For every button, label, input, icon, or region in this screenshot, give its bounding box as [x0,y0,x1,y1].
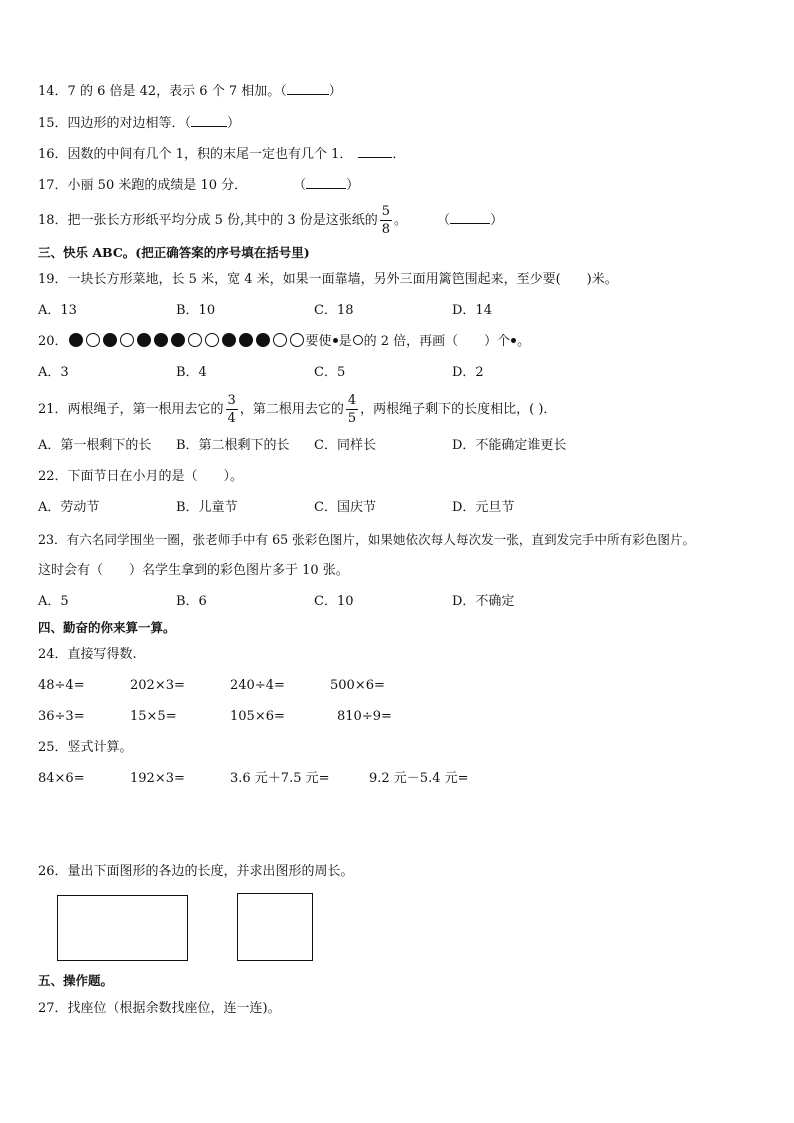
question-17: 17．小丽 50 米跑的成绩是 10 分． （ ） [38,178,360,193]
option-a[interactable]: A．第一根剩下的长 [38,438,152,453]
black-dot-icon [154,333,168,347]
question-16-text: 16．因数的中间有几个 1，积的末尾一定也有几个 1． [38,147,353,162]
option-a[interactable]: A．5 [38,594,69,609]
question-17-text: 17．小丽 50 米跑的成绩是 10 分． [38,178,248,193]
option-d[interactable]: D．不确定 [452,594,515,609]
option-b[interactable]: B．6 [176,594,207,609]
white-dot-icon [290,333,304,347]
small-black-dot-icon [333,338,338,343]
white-dot-icon [86,333,100,347]
option-a[interactable]: A．劳动节 [38,500,100,515]
black-dot-icon [69,333,83,347]
calc-item: 810÷9= [337,709,392,724]
question-18-text: 18．把一张长方形纸平均分成 5 份,其中的 3 份是这张纸的 [38,213,378,228]
option-d[interactable]: D．14 [452,303,492,318]
black-dot-icon [171,333,185,347]
option-c[interactable]: C．18 [314,303,354,318]
option-b[interactable]: B．第二根剩下的长 [176,438,290,453]
question-14-text: 14．7 的 6 倍是 42，表示 6 个 7 相加。（ [38,84,287,99]
question-20: 20． 要使 是 的 2 倍，再画（ ）个 。 [38,334,531,349]
option-c[interactable]: C．国庆节 [314,500,376,515]
calc-item: 192×3= [130,771,185,786]
option-b[interactable]: B．4 [176,365,207,380]
fraction-three-quarters: $\frac{3}{4}$ [227,393,236,426]
calc-item: 500×6= [330,678,385,693]
option-b[interactable]: B．10 [176,303,216,318]
black-dot-icon [256,333,270,347]
white-dot-icon [188,333,202,347]
calc-item: 105×6= [230,709,285,724]
option-c[interactable]: C．5 [314,365,346,380]
question-26-title: 26．量出下面图形的各边的长度，并求出图形的周长。 [38,864,354,879]
calc-item: 48÷4= [38,678,85,693]
question-14: 14．7 的 6 倍是 42，表示 6 个 7 相加。（ ） [38,84,342,99]
white-dot-icon [120,333,134,347]
small-black-dot-icon [511,338,516,343]
answer-blank-14[interactable] [287,82,329,95]
question-23-options [38,593,758,611]
black-dot-icon [103,333,117,347]
question-20-options [38,364,758,382]
question-25-title: 25．竖式计算。 [38,740,133,755]
question-22-options [38,499,758,517]
square-shape [237,893,313,961]
section-4-heading: 四、勤奋的你来算一算。 [38,620,176,635]
calc-item: 15×5= [130,709,177,724]
question-15: 15．四边形的对边相等．（ ） [38,116,241,131]
option-c[interactable]: C．同样长 [314,438,376,453]
question-15-text: 15．四边形的对边相等．（ [38,116,192,131]
small-white-circle-icon [353,335,363,345]
question-18: 18．把一张长方形纸平均分成 5 份,其中的 3 份是这张纸的 $\frac{5}{8}$ 。 （ ） [38,204,504,237]
calc-item: 84×6= [38,771,85,786]
black-dot-icon [137,333,151,347]
black-dot-icon [222,333,236,347]
option-b[interactable]: B．儿童节 [176,500,238,515]
question-27-title: 27．找座位（根据余数找座位，连一连)。 [38,1001,281,1016]
black-dot-icon [239,333,253,347]
question-23-line-2: 这时会有（ ）名学生拿到的彩色图片多于 10 张。 [38,563,349,578]
answer-blank-15[interactable] [191,114,227,127]
question-23-line-1: 23．有六名同学围坐一圈，张老师手中有 65 张彩色图片，如果她依次每人每次发一张，直到发完手中所有彩色图片。 [38,532,696,547]
answer-blank-18[interactable] [450,211,490,224]
fraction-four-fifths: $\frac{4}{5}$ [347,393,357,426]
question-19-text: 19．一块长方形菜地，长 5 米，宽 4 米，如果一面靠墙，另外三面用篱笆围起来，至少要( )米。 [38,272,618,287]
rectangle-shape [57,895,188,961]
option-d[interactable]: D．不能确定谁更长 [452,438,567,453]
calc-item: 3.6 元＋7.5 元= [230,771,330,786]
section-3-heading: 三、快乐 ABC。(把正确答案的序号填在括号里) [38,245,310,260]
question-19-options [38,302,758,320]
white-dot-icon [205,333,219,347]
option-d[interactable]: D．2 [452,365,484,380]
question-21-options [38,437,758,455]
calc-item: 240÷4= [230,678,285,693]
section-5-heading: 五、操作题。 [38,973,114,988]
calc-item: 36÷3= [38,709,85,724]
question-24-title: 24．直接写得数. [38,647,137,662]
dot-sequence [68,334,306,349]
question-21: 21．两根绳子，第一根用去它的 $\frac{3}{4}$ ，第二根用去它的 $\frac{4}{5}$ ，两根绳子剩下的长度相比，( )． [38,393,557,426]
question-22-text: 22．下面节日在小月的是（ ）。 [38,469,244,484]
answer-blank-17[interactable] [306,176,346,189]
option-c[interactable]: C．10 [314,594,354,609]
white-dot-icon [273,333,287,347]
question-16: 16．因数的中间有几个 1，积的末尾一定也有几个 1． ． [38,147,406,162]
calc-item: 9.2 元－5.4 元= [369,771,469,786]
option-d[interactable]: D．元旦节 [452,500,515,515]
answer-blank-16[interactable] [358,145,392,158]
fraction-five-eighths: $\frac{5}{8}$ [381,204,391,237]
option-a[interactable]: A．13 [38,303,77,318]
option-a[interactable]: A．3 [38,365,69,380]
calc-item: 202×3= [130,678,185,693]
